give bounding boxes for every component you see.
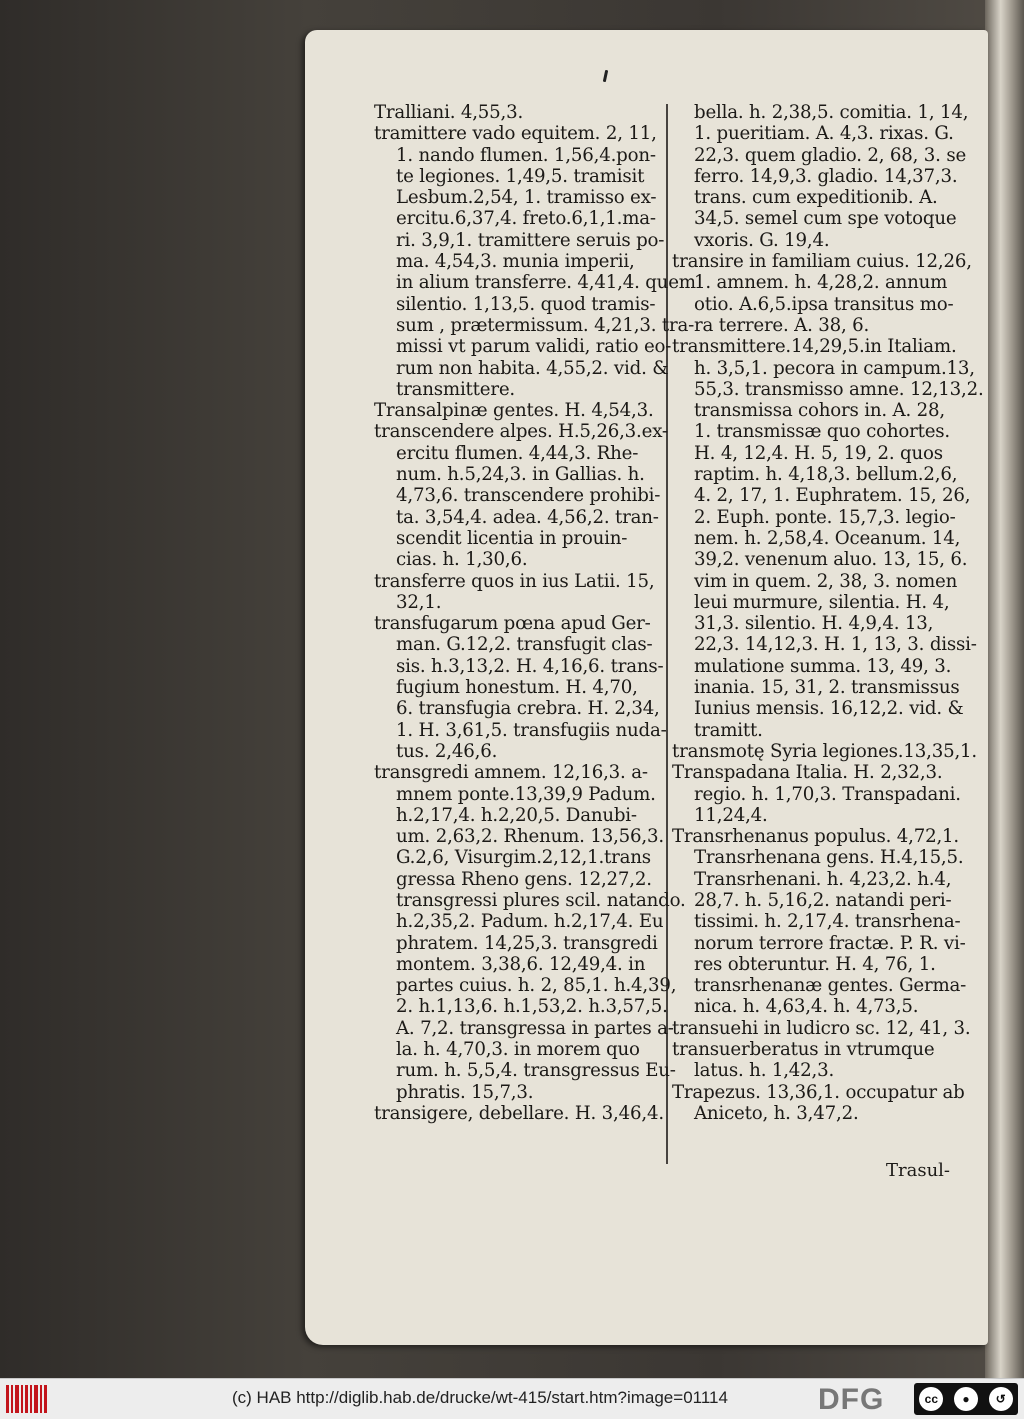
index-line: gressa Rheno gens. 12,27,2.	[396, 868, 652, 890]
index-line: transire in familiam cuius. 12,26,	[672, 251, 972, 273]
index-line: res obteruntur. H. 4, 76, 1.	[694, 953, 936, 975]
index-line: transigere, debellare. H. 3,46,4.	[374, 1102, 664, 1124]
index-line: tus. 2,46,6.	[396, 740, 498, 762]
index-line: transuerberatus in vtrumque	[672, 1039, 935, 1061]
index-line: missi vt parum validi, ratio eo-	[396, 336, 672, 358]
sa-icon: ↺	[989, 1387, 1013, 1411]
index-line: Aniceto, h. 3,47,2.	[694, 1102, 859, 1124]
index-line: rum non habita. 4,55,2. vid. &	[396, 357, 669, 379]
index-line: nem. h. 2,58,4. Oceanum. 14,	[694, 527, 961, 549]
index-line: ma. 4,54,3. munia imperii,	[396, 251, 635, 273]
index-line: Iunius mensis. 16,12,2. vid. &	[694, 698, 964, 720]
index-line: h.2,17,4. h.2,20,5. Danubi-	[396, 804, 637, 826]
index-line: 4,73,6. transcendere prohibi-	[396, 485, 661, 507]
index-line: Tralliani. 4,55,3.	[374, 102, 524, 123]
index-line: 2. Euph. ponte. 15,7,3. legio-	[694, 506, 956, 528]
index-line: vim in quem. 2, 38, 3. nomen	[694, 570, 958, 592]
index-line: mnem ponte.13,39,9 Padum.	[396, 783, 656, 805]
hab-logo-icon	[6, 1385, 48, 1413]
index-line: ercitu flumen. 4,44,3. Rhe-	[396, 442, 639, 464]
index-line: num. h.5,24,3. in Gallias. h.	[396, 464, 645, 486]
index-line: 55,3. transmisso amne. 12,13,2.	[694, 378, 984, 400]
index-column-left	[374, 102, 696, 1124]
index-line: in alium transferre. 4,41,4. quem	[396, 272, 696, 294]
index-line: h. 3,5,1. pecora in campum.13,	[694, 357, 975, 379]
by-icon: ●	[954, 1387, 978, 1411]
index-line: ferro. 14,9,3. gladio. 14,37,3.	[694, 165, 958, 187]
index-line: bella. h. 2,38,5. comitia. 1, 14,	[694, 102, 969, 123]
index-line: tramitt.	[694, 719, 763, 741]
cc-icon: cc	[919, 1387, 943, 1411]
index-line: Transrhenana gens. H.4,15,5.	[694, 847, 964, 869]
index-line: te legiones. 1,49,5. tramisit	[396, 165, 645, 187]
index-line: 11,24,4.	[694, 804, 768, 826]
index-line: latus. h. 1,42,3.	[694, 1060, 835, 1082]
index-line: 34,5. semel cum spe votoque	[694, 208, 957, 230]
footer-bar	[0, 1378, 1024, 1419]
index-line: transmotę Syria legiones.13,35,1.	[672, 740, 977, 762]
index-line: transgredi amnem. 12,16,3. a-	[374, 762, 648, 784]
index-line: partes cuius. h. 2, 85,1. h.4,39,	[396, 975, 677, 997]
index-line: tramittere vado equitem. 2, 11,	[374, 123, 657, 145]
index-line: 4. 2, 17, 1. Euphratem. 15, 26,	[694, 485, 971, 507]
index-line: inania. 15, 31, 2. transmissus	[694, 677, 960, 699]
index-line: 1. pueritiam. A. 4,3. rixas. G.	[694, 123, 954, 145]
index-line: ra terrere. A. 38, 6.	[694, 314, 870, 336]
index-line: h.2,35,2. Padum. h.2,17,4. Eu	[396, 911, 664, 933]
index-line: 22,3. quem gladio. 2, 68, 3. se	[694, 144, 967, 166]
index-line: sis. h.3,13,2. H. 4,16,6. trans-	[396, 655, 664, 677]
index-line: Transpadana Italia. H. 2,32,3.	[672, 762, 943, 784]
index-line: phratem. 14,25,3. transgredi	[396, 932, 658, 954]
dfg-logo: DFG	[818, 1383, 885, 1416]
book-edge	[985, 0, 1024, 1378]
index-line: regio. h. 1,70,3. Transpadani.	[694, 783, 961, 805]
index-line: 1. amnem. h. 4,28,2. annum	[694, 272, 948, 294]
index-column-right	[672, 102, 984, 1124]
index-line: transfugarum pœna apud Ger-	[374, 613, 651, 635]
index-line: Transrhenani. h. 4,23,2. h.4,	[694, 868, 952, 890]
index-line: A. 7,2. transgressa in partes a-	[396, 1017, 674, 1039]
index-line: norum terrore fractæ. P. R. vi-	[694, 932, 966, 954]
index-line: vxoris. G. 19,4.	[694, 229, 830, 251]
index-line: Transalpinæ gentes. H. 4,54,3.	[374, 400, 654, 422]
citation-link[interactable]: (c) HAB http://diglib.hab.de/drucke/wt-415/start.htm?image=01114	[232, 1388, 728, 1407]
index-line: phratis. 15,7,3.	[396, 1081, 534, 1103]
index-line: montem. 3,38,6. 12,49,4. in	[396, 953, 646, 975]
index-line: 28,7. h. 5,16,2. natandi peri-	[694, 889, 952, 911]
index-line: fugium honestum. H. 4,70,	[396, 677, 638, 699]
index-line: transcendere alpes. H.5,26,3.ex-	[374, 421, 668, 443]
index-line: scendit licentia in prouin-	[396, 527, 628, 549]
index-line: G.2,6, Visurgim.2,12,1.trans	[396, 847, 651, 869]
index-line: H. 4, 12,4. H. 5, 19, 2. quos	[694, 442, 943, 464]
index-line: man. G.12,2. transfugit clas-	[396, 634, 653, 656]
index-line: Transrhenanus populus. 4,72,1.	[672, 826, 959, 848]
index-line: ta. 3,54,4. adea. 4,56,2. tran-	[396, 506, 659, 528]
index-line: silentio. 1,13,5. quod tramis-	[396, 293, 656, 315]
index-line: 1. transmissæ quo cohortes.	[694, 421, 951, 443]
index-line: rum. h. 5,5,4. transgressus Eu-	[396, 1060, 676, 1082]
index-line: 2. h.1,13,6. h.1,53,2. h.3,57,5.	[396, 996, 668, 1018]
index-line: 31,3. silentio. H. 4,9,4. 13,	[694, 613, 934, 635]
index-line: sum , prætermissum. 4,21,3. tra-	[396, 314, 695, 336]
index-line: 6. transfugia crebra. H. 2,34,	[396, 698, 660, 720]
index-line: 1. H. 3,61,5. transfugiis nuda-	[396, 719, 667, 741]
index-line: transmittere.	[396, 378, 515, 400]
index-line: otio. A.6,5.ipsa transitus mo-	[694, 293, 954, 315]
index-line: Lesbum.2,54, 1. tramisso ex-	[396, 187, 657, 209]
index-line: mulatione summa. 13, 49, 3.	[694, 655, 952, 677]
index-line: um. 2,63,2. Rhenum. 13,56,3.	[396, 826, 664, 848]
index-line: transmittere.14,29,5.in Italiam.	[672, 336, 957, 358]
index-line: trans. cum expeditionib. A.	[694, 187, 938, 209]
index-line: 1. nando flumen. 1,56,4.pon-	[396, 144, 656, 166]
index-line: la. h. 4,70,3. in morem quo	[396, 1039, 640, 1061]
index-line: 39,2. venenum aluo. 13, 15, 6.	[694, 549, 968, 571]
index-line: tissimi. h. 2,17,4. transrhena-	[694, 911, 961, 933]
catchword: Trasul-	[886, 1160, 951, 1181]
index-line: transferre quos in ius Latii. 15,	[374, 570, 655, 592]
index-line: transgressi plures scil. natando.	[396, 889, 686, 911]
index-line: transuehi in ludicro sc. 12, 41, 3.	[672, 1017, 971, 1039]
index-line: ri. 3,9,1. tramittere seruis po-	[396, 229, 665, 251]
index-line: leui murmure, silentia. H. 4,	[694, 591, 950, 613]
index-line: nica. h. 4,63,4. h. 4,73,5.	[694, 996, 919, 1018]
license-badge[interactable]	[914, 1383, 1018, 1415]
index-line: transrhenanæ gentes. Germa-	[694, 975, 967, 997]
index-line: ercitu.6,37,4. freto.6,1,1.ma-	[396, 208, 656, 230]
index-line: 32,1.	[396, 591, 442, 613]
index-line: transmissa cohors in. A. 28,	[694, 400, 945, 422]
index-line: Trapezus. 13,36,1. occupatur ab	[672, 1081, 965, 1103]
index-line: cias. h. 1,30,6.	[396, 549, 528, 571]
index-line: 22,3. 14,12,3. H. 1, 13, 3. dissi-	[694, 634, 977, 656]
index-line: raptim. h. 4,18,3. bellum.2,6,	[694, 464, 958, 486]
